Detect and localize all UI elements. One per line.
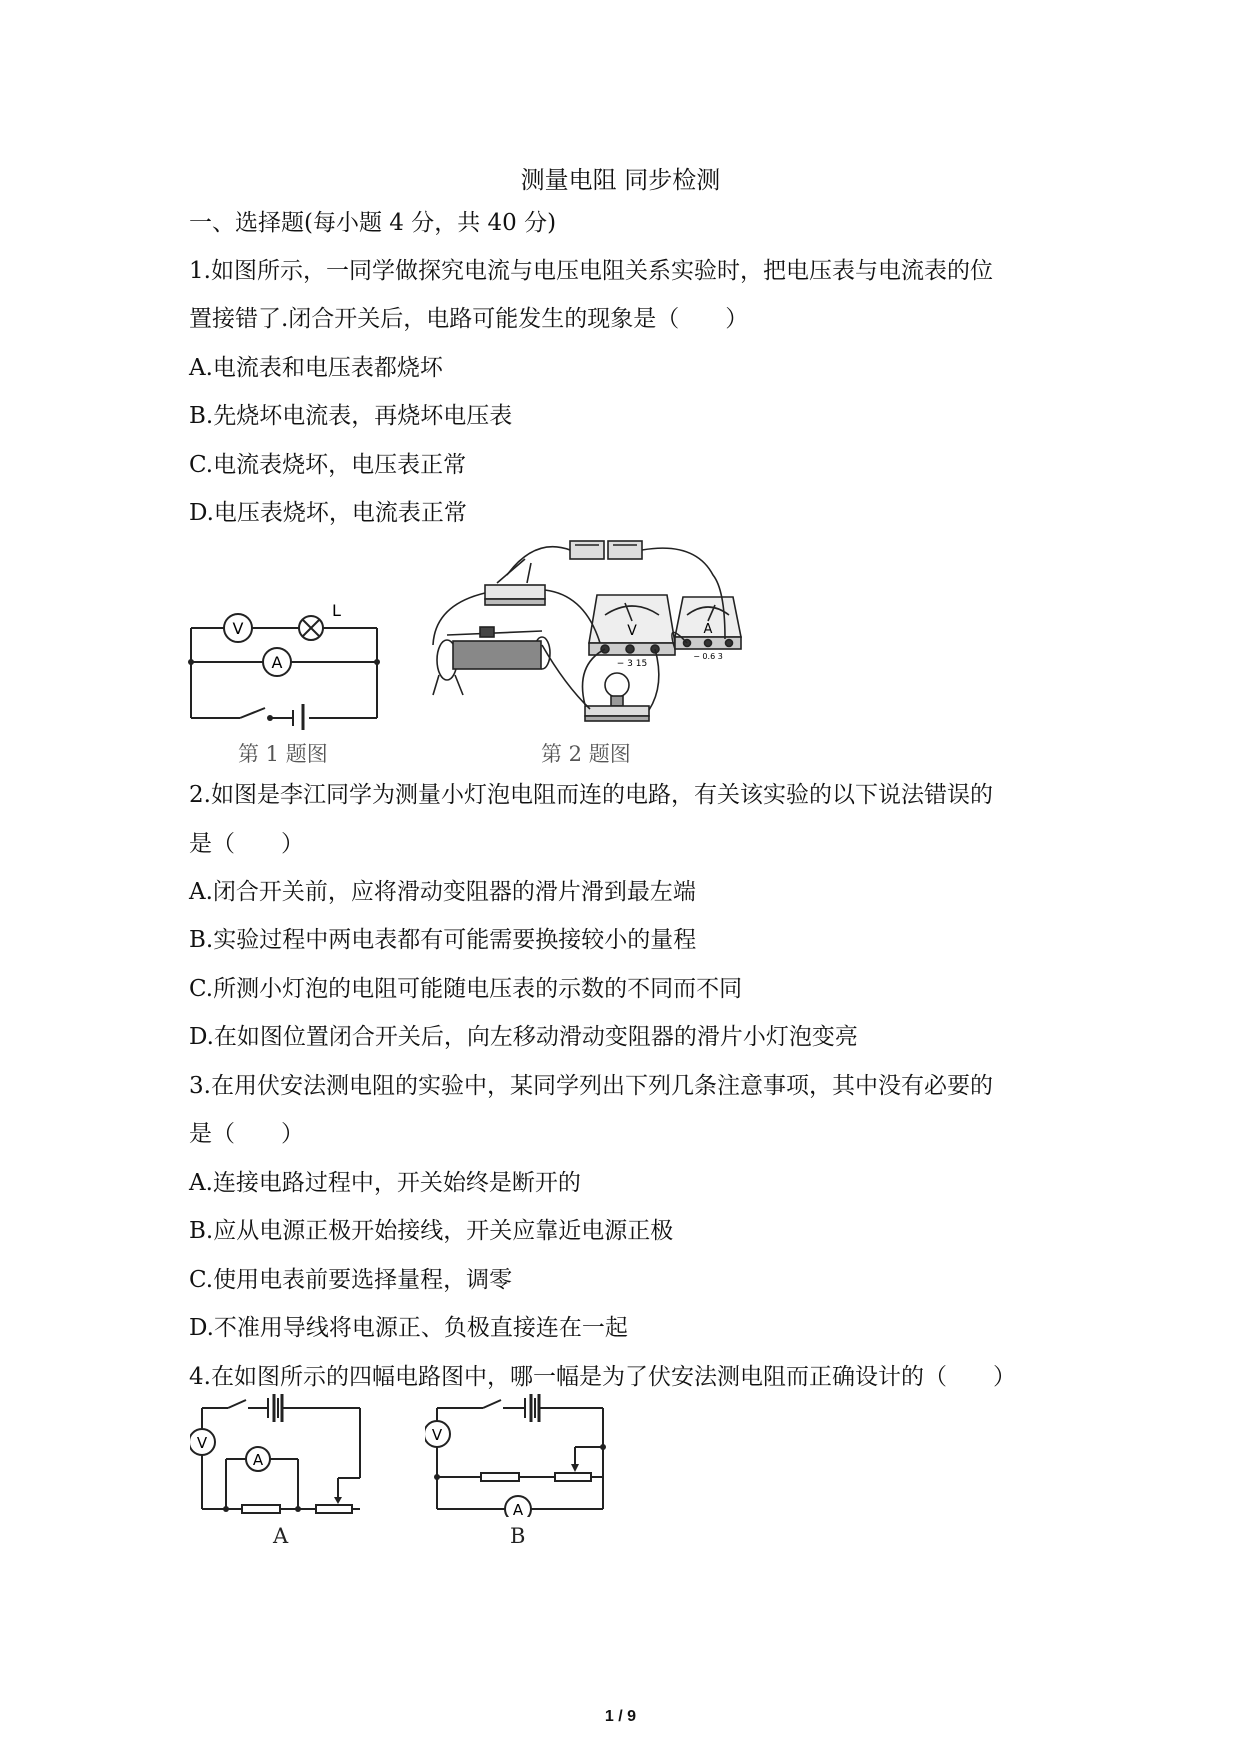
q2-stem-line2: 是（ ） [189,831,304,857]
q1-stem-line1: 1.如图所示，一同学做探究电流与电压电阻关系实验时，把电压表与电流表的位 [189,258,993,284]
q1-option-a: A.电流表和电压表都烧坏 [189,355,443,381]
q2-option-a: A.闭合开关前，应将滑动变阻器的滑片滑到最左端 [189,879,696,905]
fig2-voltmeter-terminals: − 3 15 [616,659,648,669]
figure-2-apparatus [425,535,755,740]
q3-option-c: C.使用电表前要选择量程，调零 [189,1267,513,1293]
q1-option-c: C.电流表烧坏，电压表正常 [189,452,467,478]
circuit-b-label: B [510,1524,526,1548]
q4-circuit-a [190,1392,370,1517]
page-number: 1 / 9 [604,1708,637,1725]
figure-1-caption: 第 1 题图 [238,742,328,766]
q1-option-b: B.先烧坏电流表，再烧坏电压表 [189,403,513,429]
circuit-a-label: A [273,1524,289,1548]
q1-option-d: D.电压表烧坏，电流表正常 [189,500,467,526]
fig1-ammeter-label: A [271,653,283,672]
fig1-voltmeter-label: V [232,619,244,638]
q4-stem: 4.在如图所示的四幅电路图中，哪一幅是为了伏安法测电阻而正确设计的（ ） [189,1364,1016,1390]
q3-stem-line2: 是（ ） [189,1121,304,1147]
q1-stem-line2: 置接错了.闭合开关后，电路可能发生的现象是（ ） [189,306,749,332]
page-title: 测量电阻 同步检测 [520,166,721,194]
q3-option-d: D.不准用导线将电源正、负极直接连在一起 [189,1315,628,1341]
figure-2-caption: 第 2 题图 [541,742,631,766]
fig2-voltmeter-label: V [627,623,637,639]
q2-stem-line1: 2.如图是李江同学为测量小灯泡电阻而连的电路，有关该实验的以下说法错误的 [189,782,993,808]
fig2-ammeter-label: A [703,622,713,637]
figure-1-circuit [185,600,395,730]
q2-option-d: D.在如图位置闭合开关后，向左移动滑动变阻器的滑片小灯泡变亮 [189,1024,858,1050]
q3-option-b: B.应从电源正极开始接线，开关应靠近电源正极 [189,1218,674,1244]
circuit-b-voltmeter-label: V [431,1426,443,1444]
q3-option-a: A.连接电路过程中，开关始终是断开的 [189,1170,581,1196]
q2-option-b: B.实验过程中两电表都有可能需要换接较小的量程 [189,927,697,953]
q4-circuit-b [425,1392,610,1517]
circuit-a-ammeter-label: A [252,1451,264,1469]
circuit-a-voltmeter-label: V [196,1434,208,1452]
fig1-lamp-label: L [332,601,341,620]
fig2-ammeter-terminals: − 0.6 3 [693,652,723,661]
q3-stem-line1: 3.在用伏安法测电阻的实验中，某同学列出下列几条注意事项，其中没有必要的 [189,1073,993,1099]
section-heading: 一、选择题(每小题 4 分，共 40 分) [189,210,557,236]
q2-option-c: C.所测小灯泡的电阻可能随电压表的示数的不同而不同 [189,976,743,1002]
circuit-b-ammeter-label: A [512,1501,524,1517]
